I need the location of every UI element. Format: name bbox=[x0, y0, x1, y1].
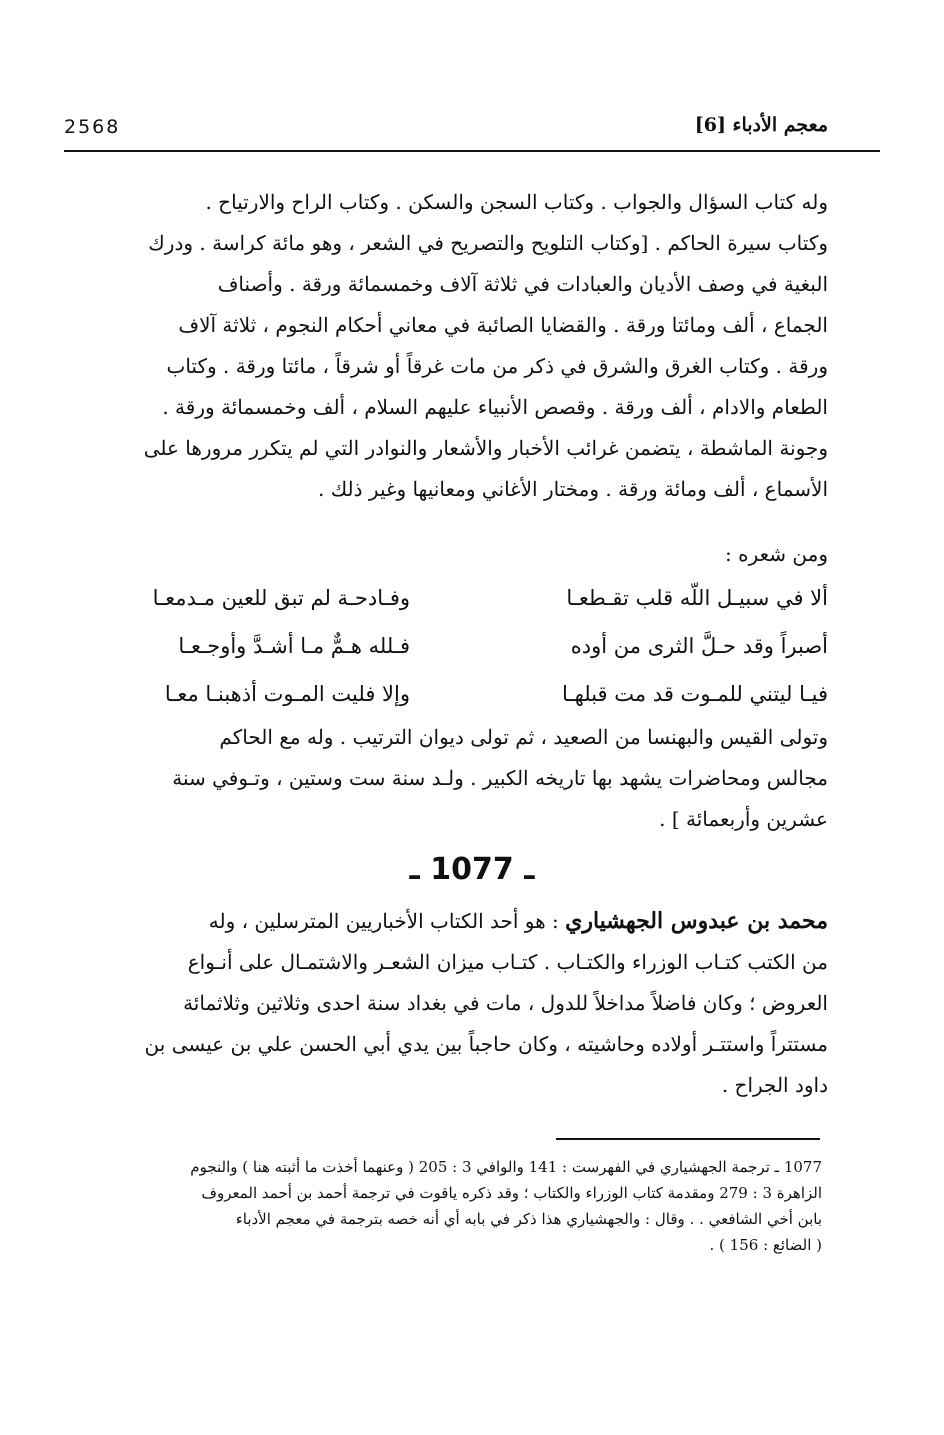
text-line: البغية في وصف الأديان والعبادات في ثلاثة آلاف وخمسمائة ورقة . وأصناف bbox=[217, 272, 828, 296]
footnote-line: 1077 ـ ترجمة الجهشياري في الفهرست : 141 والوافي 3 : 205 ( وعنهما أخذت ما أثبته هنا ) والنجوم bbox=[190, 1158, 822, 1176]
running-head bbox=[64, 112, 828, 142]
text-line: وكتاب سيرة الحاكم . [وكتاب التلويح والتصريح في الشعر ، وهو مائة كراسة . ودرك bbox=[148, 231, 828, 255]
entry-intro-text: : هو أحد الكتاب الأخباريين المترسلين ، وله bbox=[208, 909, 566, 933]
text-line: وتولى القيس والبهنسا من الصعيد ، ثم تولى ديوان الترتيب . وله مع الحاكم bbox=[219, 725, 828, 749]
text-line: الجماع ، ألف ومائتا ورقة . والقضايا الصائبة في معاني أحكام النجوم ، ثلاثة آلاف bbox=[178, 313, 828, 337]
text-line: من الكتب كتـاب الوزراء والكتـاب . كتـاب ميزان الشعـر والاشتمـال على أنـواع bbox=[187, 950, 828, 974]
footnote-line: الزاهرة 3 : 279 ومقدمة كتاب الوزراء والكتاب ؛ وقد ذكره ياقوت في ترجمة أحمد بن أحمد المعروف bbox=[201, 1184, 822, 1202]
paragraph-book-list bbox=[64, 182, 828, 510]
second-hemistich: وفـادحـة لم تبق للعين مـدمعـا bbox=[152, 586, 410, 610]
text-line: عشرين وأربعمائة ] . bbox=[659, 807, 828, 831]
poem-verse bbox=[110, 626, 828, 674]
footnote-line: ( الضائع : 156 ) . bbox=[709, 1236, 822, 1254]
entry-number: ـ 1077 ـ bbox=[409, 852, 535, 887]
second-hemistich: وإلا فليت المـوت أذهبنـا معـا bbox=[164, 682, 410, 706]
header-rule bbox=[64, 150, 880, 152]
footnote-rule bbox=[556, 1138, 820, 1140]
text-line: وله كتاب السؤال والجواب . وكتاب السجن والسكن . وكتاب الراح والارتياح . bbox=[205, 190, 828, 214]
footnote-line: بابن أخي الشافعي . . وقال : والجهشياري هذا ذكر في بابه أي أنه خصه بترجمة في معجم الأدباء bbox=[235, 1210, 822, 1228]
paragraph-career bbox=[64, 717, 828, 840]
book-title: معجم الأدباء [6] bbox=[694, 114, 828, 136]
text-line: مستتراً واستتـر أولاده وحاشيته ، وكان حاجباً بين يدي أبي الحسن علي بن عيسى بن bbox=[144, 1032, 828, 1056]
page-number: 2568 bbox=[64, 116, 121, 138]
poem bbox=[110, 578, 828, 722]
first-hemistich: ألا في سبيـل اللّه قلب تقـطعـا bbox=[566, 586, 828, 610]
first-hemistich: فيـا ليتني للمـوت قد مت قبلهـا bbox=[562, 682, 828, 706]
text-line: وجونة الماشطة ، يتضمن غرائب الأخبار والأشعار والنوادر التي لم يتكرر مرورها على bbox=[143, 436, 828, 460]
text-line: مجالس ومحاضرات يشهد بها تاريخه الكبير . ولـد سنة ست وستين ، وتـوفي سنة bbox=[172, 766, 828, 790]
entry-biography bbox=[64, 901, 828, 1106]
text-line: العروض ؛ وكان فاضلاً مداخلاً للدول ، مات في بغداد سنة احدى وثلاثين وثلاثمائة bbox=[183, 991, 828, 1015]
text-line: الأسماع ، ألف ومائة ورقة . ومختار الأغاني ومعانيها وغير ذلك . bbox=[317, 477, 828, 501]
footnote bbox=[76, 1154, 822, 1258]
poem-verse bbox=[110, 578, 828, 626]
poem-intro: ومن شعره : bbox=[725, 542, 828, 566]
text-line: الطعام والادام ، ألف ورقة . وقصص الأنبياء عليهم السلام ، ألف وخمسمائة ورقة . bbox=[162, 395, 828, 419]
text-line: داود الجراح . bbox=[721, 1073, 828, 1097]
poem-verse bbox=[110, 674, 828, 722]
second-hemistich: فـلله هـمٌّ مـا أشـدَّ وأوجـعـا bbox=[178, 634, 410, 658]
first-hemistich: أصبراً وقد حـلَّ الثرى من أوده bbox=[570, 634, 828, 658]
entry-name: محمد بن عبدوس الجهشياري bbox=[565, 908, 828, 934]
text-line: ورقة . وكتاب الغرق والشرق في ذكر من مات غرقاً أو شرقاً ، مائتا ورقة . وكتاب bbox=[166, 354, 828, 378]
text-line bbox=[64, 901, 828, 942]
